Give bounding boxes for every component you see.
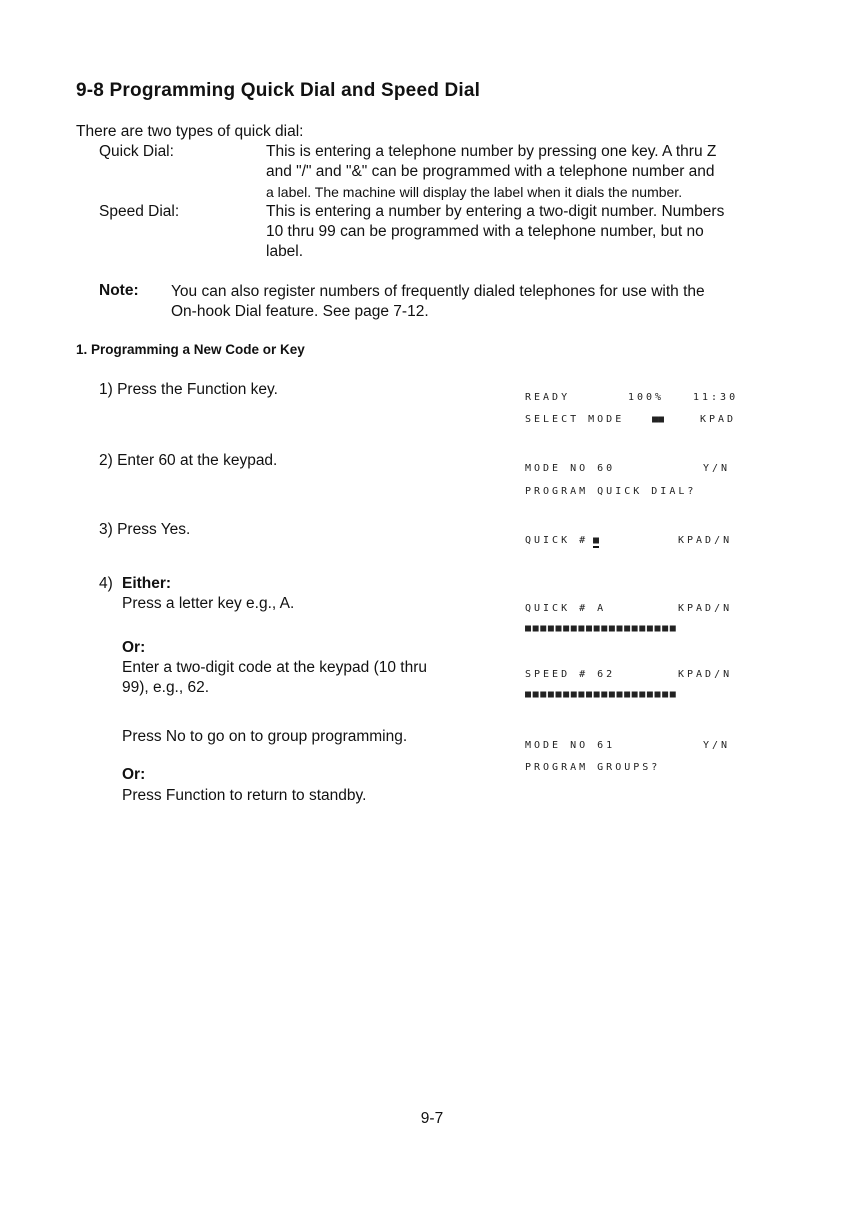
lcd-mode-no-61: MODE NO 61: [525, 740, 616, 751]
step-1: 1) Press the Function key.: [99, 381, 278, 398]
step-4-code-line: 99), e.g., 62.: [122, 679, 210, 696]
note-line: On-hook Dial feature. See page 7-12.: [171, 303, 429, 320]
lcd-program-groups: PROGRAM GROUPS?: [525, 762, 661, 773]
lcd-yn: Y/N: [703, 740, 731, 751]
lcd-blocks: ■■: [652, 414, 665, 425]
lcd-select-mode: SELECT MODE: [525, 414, 625, 425]
lcd-mode-no: MODE NO 60: [525, 463, 616, 474]
intro-text: There are two types of quick dial:: [76, 123, 304, 140]
lcd-cursor-block: ■: [593, 535, 600, 546]
step-4-number: 4): [99, 575, 113, 592]
lcd-yn: Y/N: [703, 463, 731, 474]
lcd-program-quick-dial: PROGRAM QUICK DIAL?: [525, 486, 697, 497]
quick-dial-definition: [266, 142, 778, 202]
page-number: 9-7: [420, 1110, 444, 1127]
quick-dial-line: and "/" and "&" can be programmed with a telephone number and: [266, 163, 715, 180]
quick-dial-term: Quick Dial:: [99, 143, 174, 160]
lcd-entry-blocks: ■■■■■■■■■■■■■■■■■■■■: [525, 623, 678, 634]
quick-dial-line: a label. The machine will display the label when it dials the number.: [266, 184, 683, 200]
note-text: [171, 282, 777, 322]
step-4-code-line: Enter a two-digit code at the keypad (10 thru: [122, 659, 428, 676]
speed-dial-definition: [266, 202, 778, 262]
step-5-or: Or:: [122, 766, 146, 783]
note-label: Note:: [99, 282, 139, 299]
step-4-or: Or:: [122, 639, 146, 656]
lcd-kpad-n: KPAD/N: [678, 669, 733, 680]
lcd-entry-blocks: ■■■■■■■■■■■■■■■■■■■■: [525, 689, 678, 700]
step-5-no: Press No to go on to group programming.: [122, 728, 408, 745]
lcd-quick-prompt: QUICK #: [525, 535, 589, 546]
lcd-kpad-n: KPAD/N: [678, 535, 733, 546]
speed-dial-term: Speed Dial:: [99, 203, 180, 220]
lcd-ready: READY: [525, 392, 571, 403]
lcd-time: 11:30: [693, 392, 739, 403]
step-4-letter: Press a letter key e.g., A.: [122, 595, 295, 612]
note-line: You can also register numbers of frequently dialed telephones for use with the: [171, 283, 705, 300]
speed-dial-line: label.: [266, 243, 304, 260]
step-3: 3) Press Yes.: [99, 521, 191, 538]
step-4-either: Either:: [122, 575, 172, 592]
page-title: 9-8 Programming Quick Dial and Speed Dial: [76, 80, 481, 101]
quick-dial-line: This is entering a telephone number by pressing one key. A thru Z: [266, 143, 717, 160]
lcd-speed-62: SPEED # 62: [525, 669, 616, 680]
lcd-quick-a: QUICK # A: [525, 603, 607, 614]
step-5-function: Press Function to return to standby.: [122, 787, 367, 804]
speed-dial-line: 10 thru 99 can be programmed with a telephone number, but no: [266, 223, 704, 240]
speed-dial-line: This is entering a number by entering a two-digit number. Numbers: [266, 203, 725, 220]
step-2: 2) Enter 60 at the keypad.: [99, 452, 278, 469]
section-heading: 1. Programming a New Code or Key: [76, 342, 305, 357]
lcd-kpad-n: KPAD/N: [678, 603, 733, 614]
lcd-kpad: KPAD: [700, 414, 737, 425]
lcd-percent: 100%: [628, 392, 665, 403]
step-4-code: [122, 658, 462, 698]
